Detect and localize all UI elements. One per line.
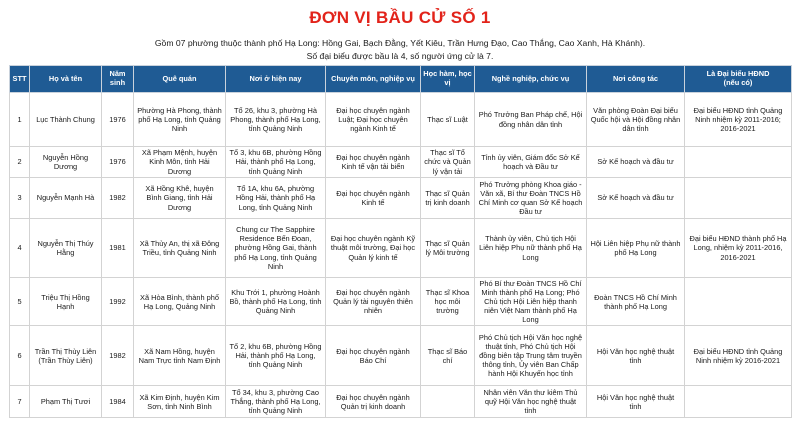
cell-residence: Chung cư The Sapphire Residence Bến Đoan, phường Hồng Gai, thành phố Hạ Long, tỉnh Quảng Ninh	[226, 219, 326, 278]
cell-stt: 1	[10, 93, 30, 147]
cell-name: Nguyễn Mạnh Hà	[30, 178, 102, 219]
cell-stt: 6	[10, 326, 30, 386]
cell-delegate: Đại biểu HĐND tỉnh Quảng Ninh nhiệm kỳ 2011-2016; 2016-2021	[685, 93, 792, 147]
header-job: Nghề nghiệp, chức vụ	[475, 66, 587, 93]
cell-residence: Khu Trới 1, phường Hoành Bồ, thành phố Hạ Long, tỉnh Quảng Ninh	[226, 278, 326, 326]
header-stt: STT	[10, 66, 30, 93]
cell-workplace: Văn phòng Đoàn Đại biểu Quốc hội và Hội đồng nhân dân tỉnh	[587, 93, 685, 147]
cell-birth-year: 1981	[102, 219, 134, 278]
cell-name: Lục Thành Chung	[30, 93, 102, 147]
cell-job: Phó Trưởng phòng Khoa giáo - Văn xã, Bí thư Đoàn TNCS Hồ Chí Minh cơ quan Sở Kế hoạch Đầu tư	[475, 178, 587, 219]
page-title: ĐƠN VỊ BẦU CỬ SỐ 1	[309, 8, 491, 27]
cell-job: Tỉnh ủy viên, Giám đốc Sở Kế hoạch và Đầu tư	[475, 147, 587, 178]
cell-expertise: Đại học chuyên ngành Kỹ thuật môi trường, Đại học Quản lý kinh tế	[326, 219, 421, 278]
cell-stt: 5	[10, 278, 30, 326]
cell-residence: Tổ 26, khu 3, phường Hà Phong, thành phố Hạ Long, tỉnh Quảng Ninh	[226, 93, 326, 147]
cell-residence: Tổ 34, khu 3, phường Cao Thắng, thành phố Hạ Long, tỉnh Quảng Ninh	[226, 386, 326, 418]
table-row	[10, 326, 792, 386]
cell-stt: 7	[10, 386, 30, 418]
cell-workplace: Sở Kế hoạch và đầu tư	[587, 178, 685, 219]
cell-birth-year: 1982	[102, 178, 134, 219]
cell-job: Nhân viên Văn thư kiêm Thủ quỹ Hội Văn học nghệ thuật tỉnh	[475, 386, 587, 418]
cell-birth-year: 1984	[102, 386, 134, 418]
subtitle-wards: Gồm 07 phường thuộc thành phố Hạ Long: Hồng Gai, Bạch Đằng, Yết Kiêu, Trần Hưng Đạo, Cao Thắng, Cao Xanh, Hà Khánh).	[154, 38, 646, 48]
cell-residence: Tổ 3, khu 6B, phường Hồng Hải, thành phố Hạ Long, tỉnh Quảng Ninh	[226, 147, 326, 178]
cell-delegate	[685, 178, 792, 219]
cell-degree: Thạc sĩ Quản trị kinh doanh	[421, 178, 475, 219]
cell-degree: Thạc sĩ Khoa học môi trường	[421, 278, 475, 326]
header-delegate-line1: Là Đại biểu HĐND	[706, 69, 770, 79]
cell-workplace: Đoàn TNCS Hồ Chí Minh thành phố Hạ Long	[587, 278, 685, 326]
cell-delegate	[685, 386, 792, 418]
cell-degree: Thạc sĩ Quản lý Môi trường	[421, 219, 475, 278]
header-birth-year: Năm sinh	[102, 66, 134, 93]
cell-birth-year: 1992	[102, 278, 134, 326]
cell-expertise: Đại học chuyên ngành Quản trị kinh doanh	[326, 386, 421, 418]
table-row	[10, 93, 792, 147]
header-delegate	[685, 66, 792, 93]
cell-name: Nguyễn Hồng Dương	[30, 147, 102, 178]
cell-name: Triệu Thị Hồng Hạnh	[30, 278, 102, 326]
table-row	[10, 219, 792, 278]
cell-delegate	[685, 147, 792, 178]
cell-hometown: Xã Nam Hồng, huyện Nam Trực tỉnh Nam Định	[134, 326, 226, 386]
header-residence: Nơi ở hiện nay	[226, 66, 326, 93]
cell-stt: 4	[10, 219, 30, 278]
header-hometown: Quê quán	[134, 66, 226, 93]
cell-workplace: Sở Kế hoạch và đầu tư	[587, 147, 685, 178]
cell-delegate: Đại biểu HĐND thành phố Hạ Long, nhiệm kỳ 2011-2016, 2016-2021	[685, 219, 792, 278]
cell-expertise: Đại học chuyên ngành Kinh tế vận tải biển	[326, 147, 421, 178]
cell-delegate	[685, 278, 792, 326]
cell-workplace: Hội Liên hiệp Phụ nữ thành phố Hạ Long	[587, 219, 685, 278]
cell-stt: 3	[10, 178, 30, 219]
table-row	[10, 147, 792, 178]
cell-job: Phó Bí thư Đoàn TNCS Hồ Chí Minh thành phố Hạ Long; Phó Chủ tịch Hội Liên hiệp thanh niên Việt Nam thành phố Hạ Long	[475, 278, 587, 326]
cell-birth-year: 1976	[102, 147, 134, 178]
cell-birth-year: 1982	[102, 326, 134, 386]
header-workplace: Nơi công tác	[587, 66, 685, 93]
candidate-table	[9, 65, 792, 418]
cell-expertise: Đại học chuyên ngành Quản lý tài nguyên thiên nhiên	[326, 278, 421, 326]
cell-name: Nguyễn Thị Thúy Hằng	[30, 219, 102, 278]
header-name: Họ và tên	[30, 66, 102, 93]
cell-residence: Tổ 2, khu 6B, phường Hồng Hải, thành phố Hạ Long, tỉnh Quảng Ninh	[226, 326, 326, 386]
cell-degree: Thạc sĩ Luật	[421, 93, 475, 147]
header-expertise: Chuyên môn, nghiệp vụ	[326, 66, 421, 93]
cell-name: Phạm Thị Tươi	[30, 386, 102, 418]
table-row	[10, 386, 792, 418]
cell-degree: Thạc sĩ Tổ chức và Quản lý vận tải	[421, 147, 475, 178]
table-row	[10, 178, 792, 219]
cell-stt: 2	[10, 147, 30, 178]
cell-degree	[421, 386, 475, 418]
cell-hometown: Xã Hòa Bình, thành phố Hạ Long, Quảng Ninh	[134, 278, 226, 326]
cell-degree: Thạc sĩ Báo chí	[421, 326, 475, 386]
cell-name: Trần Thị Thùy Liên (Trần Thùy Liên)	[30, 326, 102, 386]
cell-job: Thành ủy viên, Chủ tịch Hội Liên hiệp Phụ nữ thành phố Hạ Long	[475, 219, 587, 278]
header-delegate-line2: (nếu có)	[723, 78, 753, 87]
cell-job: Phó Chủ tịch Hội Văn học nghệ thuật tỉnh, Phó Chủ tịch Hội đồng biên tập Trung tâm truyền thông tỉnh, Ủy viên Ban Chấp hành Hội Khuyến học tỉnh	[475, 326, 587, 386]
cell-expertise: Đại học chuyên ngành Kinh tế	[326, 178, 421, 219]
cell-hometown: Phường Hà Phong, thành phố Hạ Long, tỉnh Quảng Ninh	[134, 93, 226, 147]
cell-job: Phó Trưởng Ban Pháp chế, Hội đồng nhân dân tỉnh	[475, 93, 587, 147]
table-row	[10, 278, 792, 326]
cell-delegate: Đại biểu HĐND tỉnh Quảng Ninh nhiệm kỳ 2016-2021	[685, 326, 792, 386]
table-header-row	[10, 66, 792, 93]
header-degree: Học hàm, học vị	[421, 66, 475, 93]
cell-hometown: Xã Thủy An, thị xã Đông Triều, tỉnh Quảng Ninh	[134, 219, 226, 278]
cell-hometown: Xã Phạm Mệnh, huyện Kinh Môn, tỉnh Hải Dương	[134, 147, 226, 178]
subtitle-delegates: Số đại biểu được bầu là 4, số người ứng cử là 7.	[306, 51, 494, 61]
cell-expertise: Đại học chuyên ngành Luật; Đại học chuyên ngành Kinh tế	[326, 93, 421, 147]
cell-expertise: Đại học chuyên ngành Báo Chí	[326, 326, 421, 386]
cell-residence: Tổ 1A, khu 6A, phường Hồng Hải, thành phố Hạ Long, tỉnh Quảng Ninh	[226, 178, 326, 219]
cell-hometown: Xã Hồng Khê, huyện Bình Giang, tỉnh Hải Dương	[134, 178, 226, 219]
cell-hometown: Xã Kim Định, huyện Kim Sơn, tỉnh Ninh Bình	[134, 386, 226, 418]
cell-workplace: Hội Văn học nghệ thuật tỉnh	[587, 386, 685, 418]
cell-birth-year: 1976	[102, 93, 134, 147]
cell-workplace: Hội Văn học nghệ thuật tỉnh	[587, 326, 685, 386]
